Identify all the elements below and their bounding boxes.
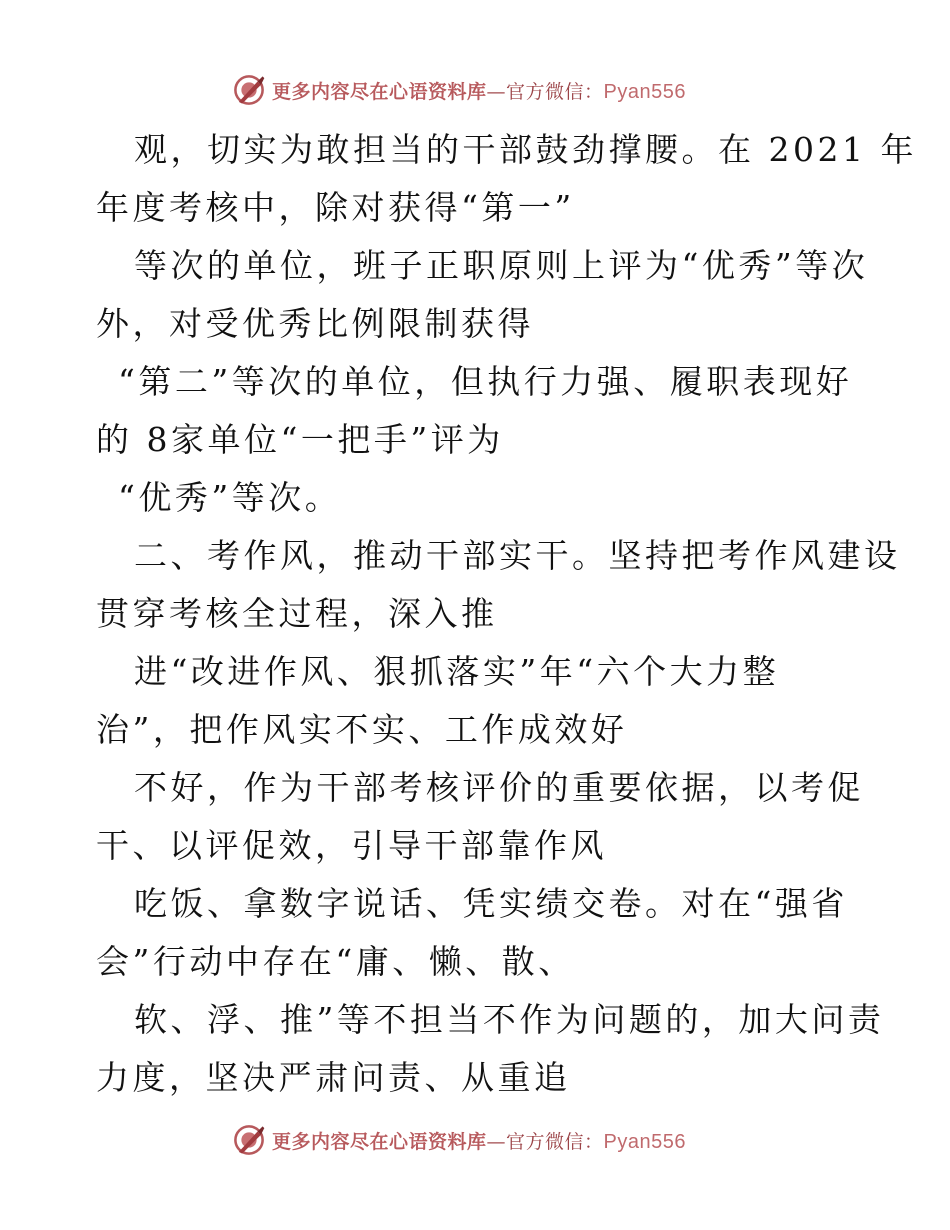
watermark-official: 官方微信： [506,80,604,103]
body-line: 力度，坚决严肃问责、从重追 [96,1058,571,1097]
watermark-dash: — [486,80,507,103]
watermark-brand: 更多内容尽在心语资料库 [272,80,487,103]
body-line: 不好，作为干部考核评价的重要依据，以考促 [134,768,864,807]
watermark-dash: — [486,1130,507,1153]
body-line: 软、浮、推”等不担当不作为问题的，加大问责 [134,1000,885,1039]
pen-seal-icon [232,73,266,107]
body-line: 二、考作风，推动干部实干。坚持把考作风建设 [134,536,901,575]
pen-seal-icon [232,1123,266,1157]
footer-watermark [232,1122,686,1158]
body-line: 干、以评促效，引导干部靠作风 [96,826,607,865]
body-line: 外，对受优秀比例限制获得 [96,304,534,343]
body-line: “第二”等次的单位，但执行力强、履职表现好 [118,362,853,401]
body-line: 年度考核中，除对获得“第一” [96,188,575,227]
body-line: 观，切实为敢担当的干部鼓劲撑腰。在 2021 年 [134,130,917,169]
body-line: “优秀”等次。 [118,478,342,517]
body-line: 治”，把作风实不实、工作成效好 [96,710,628,749]
watermark-account: Pyan556 [603,1130,686,1153]
watermark-official: 官方微信： [506,1130,604,1153]
body-line: 吃饭、拿数字说话、凭实绩交卷。对在“强省 [134,884,848,923]
header-watermark [232,72,686,108]
body-line: 贯穿考核全过程，深入推 [96,594,498,633]
watermark-brand: 更多内容尽在心语资料库 [272,1130,487,1153]
body-line: 等次的单位，班子正职原则上评为“优秀”等次 [134,246,869,285]
body-line: 的 8家单位“一把手”评为 [96,420,504,459]
body-line: 会”行动中存在“庸、懒、散、 [96,942,575,981]
watermark-account: Pyan556 [603,80,686,103]
body-line: 进“改进作风、狠抓落实”年“六个大力整 [134,652,780,691]
